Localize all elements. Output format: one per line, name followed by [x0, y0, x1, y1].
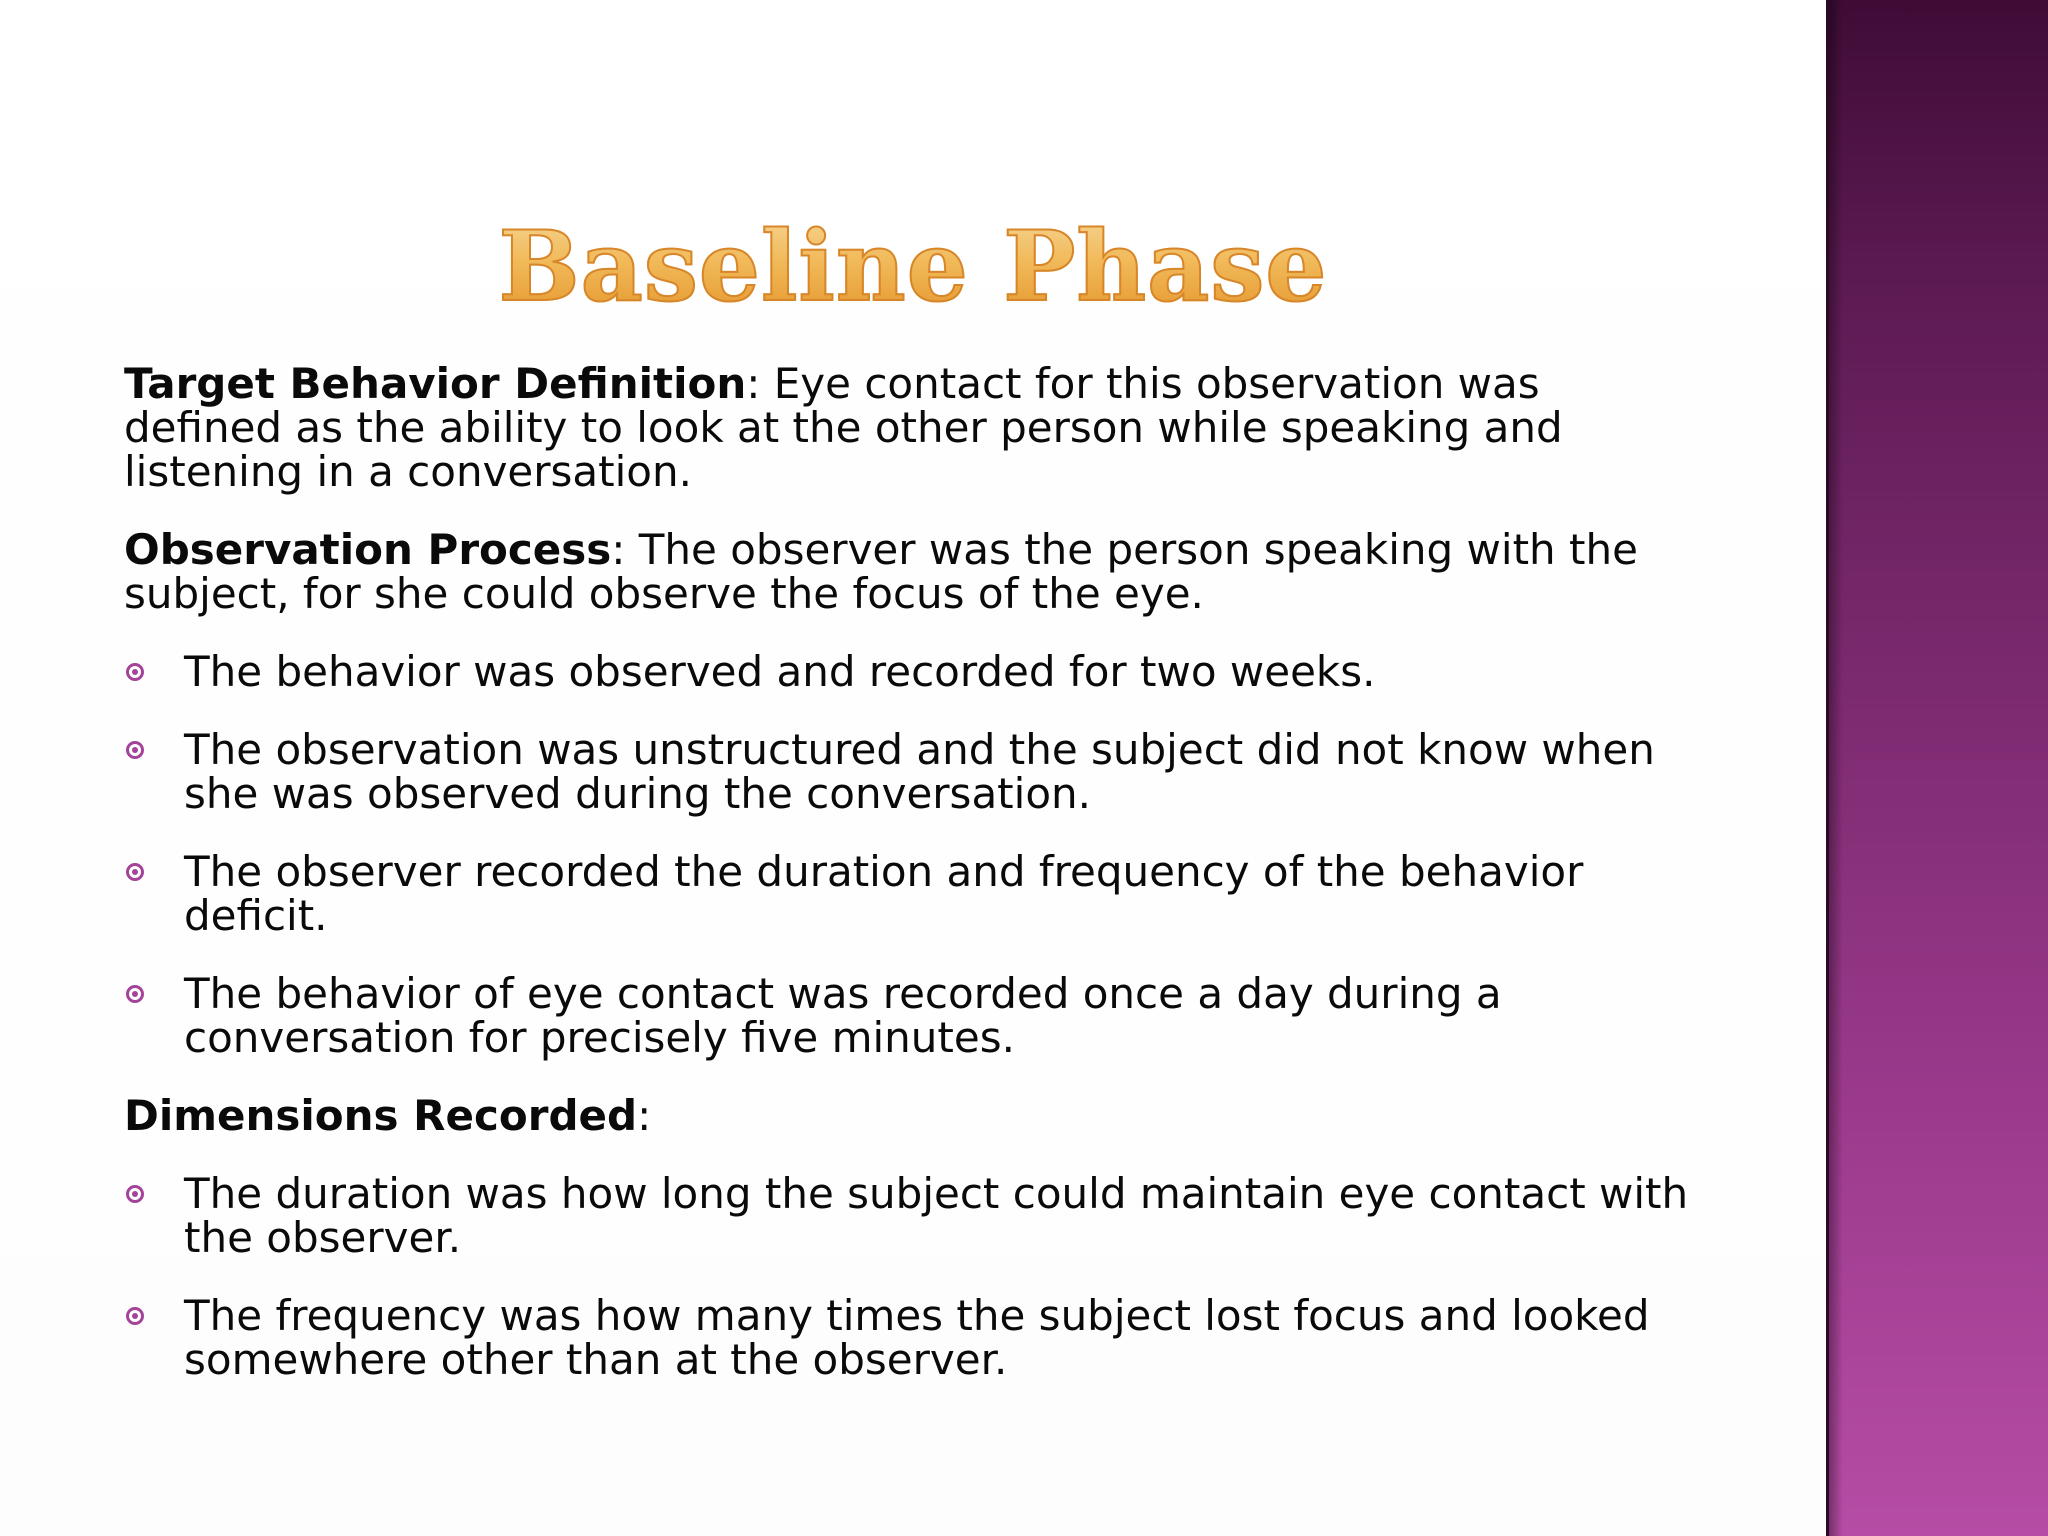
list-item [124, 725, 1704, 818]
dimensions-paragraph [124, 1091, 1704, 1140]
circled-dot-icon [126, 663, 144, 681]
decorative-sidebar [1826, 0, 2048, 1536]
bullet-text: The behavior of eye contact was recorded once a day during a conversation for precisely five minutes. [184, 969, 1502, 1062]
circled-dot-icon [126, 985, 144, 1003]
list-item [124, 1169, 1704, 1262]
circled-dot-icon [126, 863, 144, 881]
observation-process-text: : The observer was the person speaking with the subject, for she could observe the focus of the eye. [124, 525, 1638, 618]
target-definition-paragraph [124, 359, 1704, 496]
list-item [124, 1291, 1704, 1384]
circled-dot-icon [126, 1307, 144, 1325]
bullet-text: The behavior was observed and recorded for two weeks. [184, 647, 1376, 696]
list-item [124, 847, 1704, 940]
slide-title: Baseline Phase [0, 212, 1826, 322]
dimensions-label: Dimensions Recorded [124, 1091, 638, 1140]
dimensions-text: : [637, 1091, 652, 1140]
observation-process-label: Observation Process [124, 525, 612, 574]
bullet-text: The frequency was how many times the subject lost focus and looked somewhere other than at the observer. [184, 1291, 1650, 1384]
circled-dot-icon [126, 1185, 144, 1203]
bullet-text: The observer recorded the duration and frequency of the behavior deficit. [184, 847, 1584, 940]
circled-dot-icon [126, 741, 144, 759]
slide-body [124, 359, 1704, 1416]
target-definition-label: Target Behavior Definition [124, 359, 747, 408]
bullet-text: The duration was how long the subject could maintain eye contact with the observer. [184, 1169, 1689, 1262]
bullet-text: The observation was unstructured and the subject did not know when she was observed during the conversation. [184, 725, 1655, 818]
list-item [124, 647, 1704, 696]
list-item [124, 969, 1704, 1062]
target-definition-text: : Eye contact for this observation was defined as the ability to look at the other person while speaking and listening in a conversation. [124, 359, 1563, 496]
observation-process-paragraph [124, 525, 1704, 618]
